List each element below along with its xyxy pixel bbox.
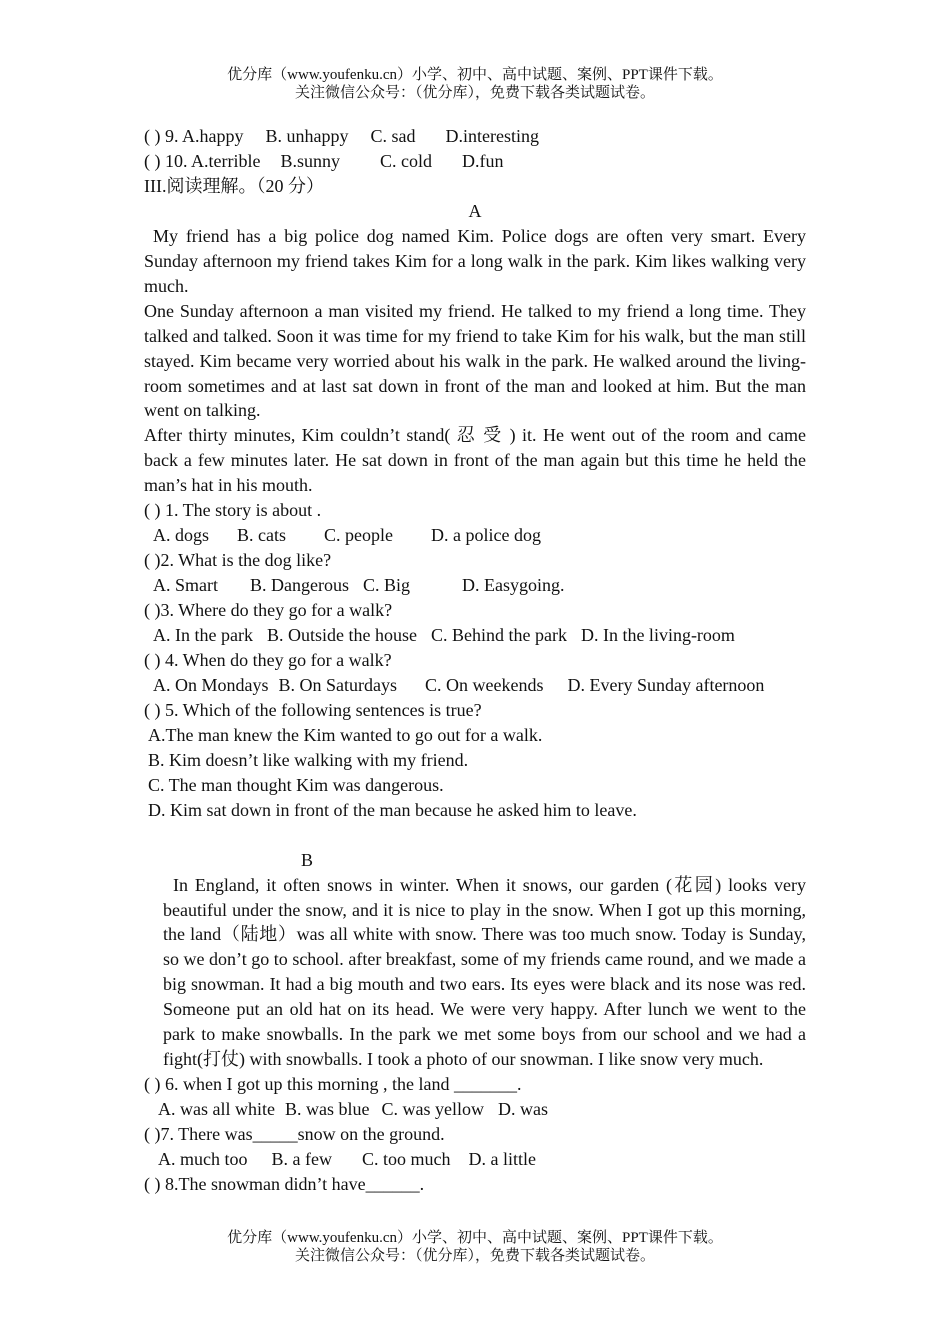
passage-a-label: A xyxy=(468,200,482,221)
question-4-options: A. On Mondays B. On Saturdays C. On weekends D. Every Sunday afternoon xyxy=(153,674,765,695)
header-line-2: 关注微信公众号：（优分库），免费下载各类试题试卷。 xyxy=(294,85,655,101)
question-2: ( )2. What is the dog like? xyxy=(144,550,332,571)
footer-line-2: 关注微信公众号：（优分库），免费下载各类试题试卷。 xyxy=(294,1248,655,1264)
question-5: ( ) 5. Which of the following sentences is true? xyxy=(144,699,482,720)
passage-a-paragraph-2: One Sunday afternoon a man visited my friend. He talked to my friend a long time. They talked and talked. Soon it was time for my friend to take Kim for his walk, but the man still stayed. Kim became very worried about his walk in the park. He walked around the living-room sometimes and at last sat down in front of the man and looked at him. But the man went on talking. xyxy=(144,300,806,421)
question-9: ( ) 9. A.happy B. unhappy C. sad D.interesting xyxy=(144,126,539,146)
question-2-options: A. Smart B. Dangerous C. Big D. Easygoing. xyxy=(153,575,565,596)
header-line-1: 优分库（www.youfenku.cn）小学、初中、高中试题、案例、PPT课件下载。 xyxy=(227,67,723,83)
passage-b-paragraph: In England, it often snows in winter. When it snows, our garden (花园) looks very beautiful under the snow, and it is nice to play in the snow. When I got up this morning, the land（陆地）was all white with snow. There was too much snow. Today is Sunday, so we don’t go to school. after breakfast, some of my friends came round, and we made a big snowman. It had a big mouth and two ears. Its eyes were black and its nose was red. Someone put an old hat on its head. We were very happy. After lunch we went to the park to make snowballs. In the park we met some boys from our school and we had a fight(打仗) with snowballs. I took a photo of our snowman. I like snow very much. xyxy=(163,874,806,1070)
question-3: ( )3. Where do they go for a walk? xyxy=(144,600,393,621)
question-10: ( ) 10. A.terrible B.sunny C. cold D.fun xyxy=(144,150,504,171)
page-content xyxy=(144,124,806,1197)
question-5-option-d: D. Kim sat down in front of the man because he asked him to leave. xyxy=(148,799,637,820)
question-8: ( ) 8.The snowman didn’t have______. xyxy=(144,1174,425,1195)
question-6: ( ) 6. when I got up this morning , the land _______. xyxy=(144,1074,522,1095)
question-4: ( ) 4. When do they go for a walk? xyxy=(144,650,392,671)
page-header xyxy=(0,66,950,102)
section-heading: III.阅读理解。（20 分） xyxy=(144,175,324,196)
question-3-options: A. In the park B. Outside the house C. Behind the park D. In the living-room xyxy=(153,625,735,646)
question-5-option-b: B. Kim doesn’t like walking with my friend. xyxy=(148,749,469,770)
passage-a-paragraph-1: My friend has a big police dog named Kim. Police dogs are often very smart. Every Sunday afternoon my friend takes Kim for a long walk in the park. Kim likes walking very much. xyxy=(144,225,806,296)
page-footer xyxy=(0,1229,950,1265)
question-1: ( ) 1. The story is about . xyxy=(144,500,322,521)
question-7-options: A. much too B. a few C. too much D. a little xyxy=(158,1149,536,1170)
question-5-option-a: A.The man knew the Kim wanted to go out for a walk. xyxy=(148,724,543,745)
question-7: ( )7. There was_____snow on the ground. xyxy=(144,1124,445,1145)
question-1-options: A. dogs B. cats C. people D. a police dog xyxy=(153,525,541,546)
blank-line xyxy=(144,823,806,848)
question-6-options: A. was all white B. was blue C. was yellow D. was xyxy=(158,1099,548,1120)
passage-b-label: B xyxy=(301,849,314,870)
question-5-option-c: C. The man thought Kim was dangerous. xyxy=(148,774,444,795)
footer-line-1: 优分库（www.youfenku.cn）小学、初中、高中试题、案例、PPT课件下载。 xyxy=(227,1230,723,1246)
passage-a-paragraph-3: After thirty minutes, Kim couldn’t stand( 忍 受 ) it. He went out of the room and came back a few minutes later. He sat down in front of the man again but this time he held the man’s hat in his mouth. xyxy=(144,425,806,496)
